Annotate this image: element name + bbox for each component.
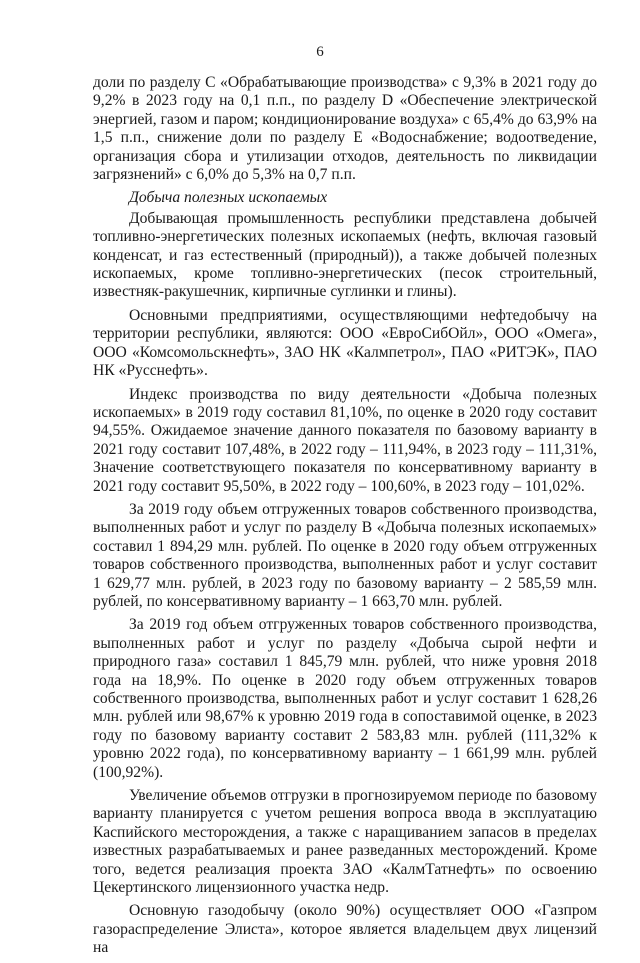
paragraph-shipment-increase: Увеличение объемов отгрузки в прогнозируемом периоде по базовому варианту планируется с учетом решения вопроса ввода в эксплуатацию Каспийского месторождения, а также с наращиванием запасов в пределах известных разрабатываемых и ранее разведанных месторождений. Кроме того, ведется реализация проекта ЗАО «КалмТатнефть» по освоению Цекертинского лицензионного участка недр.: [93, 787, 597, 897]
paragraph-production-index: Индекс производства по виду деятельности «Добыча полезных ископаемых» в 2019 году составил 81,10%, по оценке в 2020 году составит 94,55%. Ожидаемое значение данного показателя по базовому варианту в 2021 году составит 107,48%, в 2022 году – 111,94%, в 2023 году – 111,31%, Значение соответствующего показателя по консервативному варианту в 2021 году составит 95,50%, в 2022 году – 100,60%, в 2023 году – 101,02%.: [93, 385, 597, 495]
paragraph-oil-companies: Основными предприятиями, осуществляющими нефтедобычу на территории республики, являются: ООО «ЕвроСибОйл», ООО «Омега», ООО «Комсомольскнефть», ЗАО НК «Калмпетрол», ПАО «РИТЭК», ПАО НК «Русснефть».: [93, 306, 597, 380]
paragraph-continued: доли по разделу С «Обрабатывающие производства» с 9,3% в 2021 году до 9,2% в 2023 году на 0,1 п.п., по разделу D «Обеспечение электрической энергией, газом и паром; кондиционирование воздуха» с 65,4% до 63,9% на 1,5 п.п., снижение доли по разделу Е «Водоснабжение; водоотведение, организация сбора и утилизации отходов, деятельность по ликвидации загрязнений» с 6,0% до 5,3% на 0,7 п.п.: [93, 74, 597, 184]
paragraph-mining-industry: Добывающая промышленность республики представлена добычей топливно-энергетических полезных ископаемых (нефть, включая газовый конденсат, и газ естественный (природный)), а также добычей полезных ископаемых, кроме топливно-энергетических (песок строительный, известняк-ракушечник, кирпичные суглинки и глины).: [93, 209, 597, 301]
paragraph-gas-production: Основную газодобычу (около 90%) осуществляет ООО «Газпром газораспределение Элиста», которое является владельцем двух лицензий на: [93, 902, 597, 957]
page-number: 6: [316, 44, 324, 60]
page-body: [93, 74, 597, 963]
paragraph-shipped-goods-section-b: За 2019 году объем отгруженных товаров собственного производства, выполненных работ и услуг по разделу В «Добыча полезных ископаемых» составил 1 894,29 млн. рублей. По оценке в 2020 году объем отгруженных товаров собственного производства, выполненных работ и услуг составит 1 629,77 млн. рублей, в 2023 году по базовому варианту – 2 585,59 млн. рублей, по консервативному варианту – 1 663,70 млн. рублей.: [93, 500, 597, 610]
paragraph-oil-gas-extraction: За 2019 год объем отгруженных товаров собственного производства, выполненных работ и услуг по разделу «Добыча сырой нефти и природного газа» составил 1 845,79 млн. рублей, что ниже уровня 2018 года на 18,9%. По оценке в 2020 году объем отгруженных товаров собственного производства, выполненных работ и услуг составит 1 628,26 млн. рублей или 98,67% к уровню 2019 года в сопоставимой оценке, в 2023 году по базовому варианту составит 2 583,83 млн. рублей (111,32% к уровню 2022 года), по консервативному варианту – 1 661,99 млн. рублей (100,92%).: [93, 616, 597, 781]
section-heading-mining: Добыча полезных ископаемых: [129, 189, 328, 207]
